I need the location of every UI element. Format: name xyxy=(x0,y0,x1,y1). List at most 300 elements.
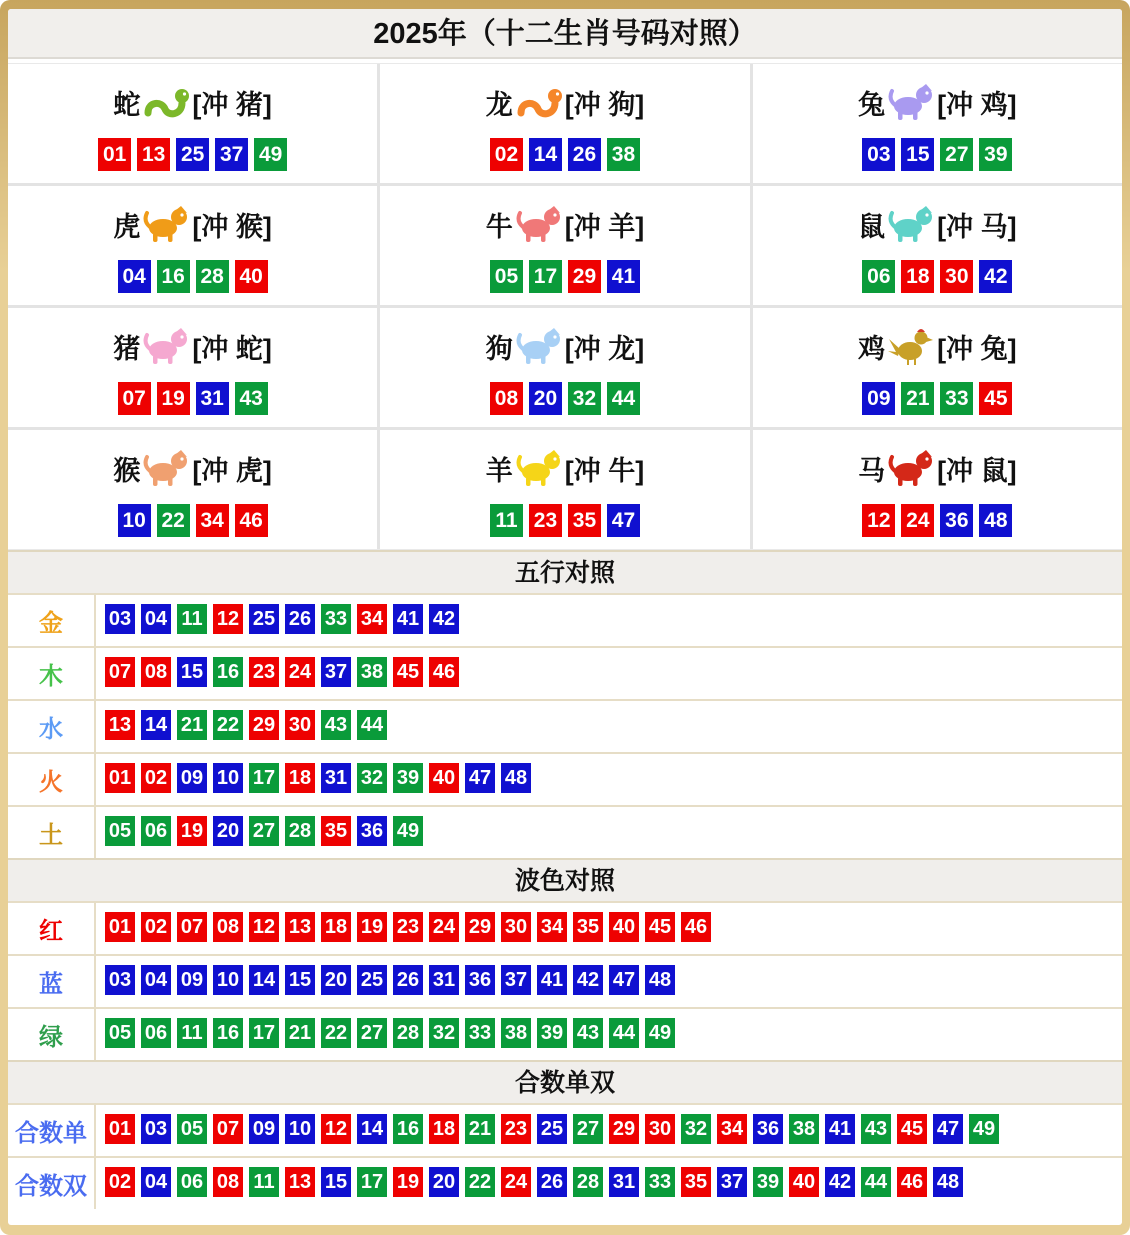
snake-icon xyxy=(142,81,190,123)
number-ball: 34 xyxy=(537,912,567,942)
zodiac-grid xyxy=(8,63,1122,550)
number-ball: 34 xyxy=(196,504,229,537)
number-ball: 23 xyxy=(501,1114,531,1144)
section-row xyxy=(8,901,1122,954)
number-ball: 31 xyxy=(429,965,459,995)
number-ball: 47 xyxy=(465,763,495,793)
number-ball: 33 xyxy=(645,1167,675,1197)
zodiac-name: 鸡 xyxy=(858,333,886,364)
number-ball: 48 xyxy=(645,965,675,995)
number-ball: 37 xyxy=(501,965,531,995)
zodiac-clash: [冲 兔] xyxy=(937,333,1017,364)
number-ball: 28 xyxy=(393,1018,423,1048)
zodiac-numbers xyxy=(8,138,377,171)
number-ball: 47 xyxy=(609,965,639,995)
number-ball: 16 xyxy=(213,657,243,687)
number-ball: 41 xyxy=(607,260,640,293)
number-ball: 19 xyxy=(157,382,190,415)
number-ball: 27 xyxy=(357,1018,387,1048)
number-ball: 16 xyxy=(393,1114,423,1144)
number-ball: 03 xyxy=(862,138,895,171)
number-ball: 15 xyxy=(177,657,207,687)
section-row xyxy=(8,954,1122,1007)
number-ball: 13 xyxy=(285,1167,315,1197)
number-ball: 46 xyxy=(429,657,459,687)
section-row xyxy=(8,1156,1122,1209)
number-ball: 42 xyxy=(825,1167,855,1197)
number-ball: 30 xyxy=(645,1114,675,1144)
content-panel xyxy=(8,9,1122,1225)
number-ball: 24 xyxy=(285,657,315,687)
row-label: 金 xyxy=(8,595,96,646)
number-ball: 04 xyxy=(141,1167,171,1197)
number-ball: 12 xyxy=(213,604,243,634)
zodiac-name: 蛇 xyxy=(113,89,141,120)
number-ball: 37 xyxy=(321,657,351,687)
number-ball: 08 xyxy=(141,657,171,687)
number-ball: 12 xyxy=(862,504,895,537)
number-ball: 09 xyxy=(862,382,895,415)
number-ball: 39 xyxy=(537,1018,567,1048)
number-ball: 07 xyxy=(105,657,135,687)
number-ball: 46 xyxy=(681,912,711,942)
section-row xyxy=(8,752,1122,805)
number-ball: 27 xyxy=(940,138,973,171)
horse-icon xyxy=(887,447,935,489)
zodiac-name: 马 xyxy=(858,455,886,486)
monkey-icon xyxy=(142,447,190,489)
number-ball: 49 xyxy=(645,1018,675,1048)
number-ball: 37 xyxy=(717,1167,747,1197)
number-ball: 26 xyxy=(393,965,423,995)
zodiac-numbers xyxy=(753,504,1122,537)
number-ball: 01 xyxy=(98,138,131,171)
number-ball: 36 xyxy=(940,504,973,537)
sections-container xyxy=(8,550,1122,1209)
zodiac-heading xyxy=(380,74,749,130)
zodiac-numbers xyxy=(380,504,749,537)
row-label: 水 xyxy=(8,701,96,752)
zodiac-cell xyxy=(8,308,377,427)
row-numbers xyxy=(96,702,397,752)
number-ball: 38 xyxy=(607,138,640,171)
number-ball: 05 xyxy=(105,816,135,846)
section-row xyxy=(8,1103,1122,1156)
zodiac-cell xyxy=(380,186,749,305)
goat-icon xyxy=(515,447,563,489)
zodiac-cell xyxy=(8,186,377,305)
number-ball: 02 xyxy=(105,1167,135,1197)
number-ball: 31 xyxy=(196,382,229,415)
number-ball: 05 xyxy=(105,1018,135,1048)
number-ball: 45 xyxy=(645,912,675,942)
zodiac-numbers xyxy=(753,382,1122,415)
number-ball: 40 xyxy=(789,1167,819,1197)
number-ball: 47 xyxy=(933,1114,963,1144)
number-ball: 26 xyxy=(568,138,601,171)
number-ball: 43 xyxy=(861,1114,891,1144)
zodiac-cell xyxy=(8,430,377,549)
number-ball: 21 xyxy=(465,1114,495,1144)
zodiac-name: 龙 xyxy=(485,89,513,120)
zodiac-cell xyxy=(753,430,1122,549)
number-ball: 46 xyxy=(897,1167,927,1197)
number-ball: 10 xyxy=(213,965,243,995)
row-label: 木 xyxy=(8,648,96,699)
number-ball: 38 xyxy=(357,657,387,687)
number-ball: 10 xyxy=(213,763,243,793)
number-ball: 11 xyxy=(177,1018,207,1048)
number-ball: 12 xyxy=(321,1114,351,1144)
number-ball: 36 xyxy=(357,816,387,846)
zodiac-name: 狗 xyxy=(485,333,513,364)
zodiac-numbers xyxy=(753,260,1122,293)
row-numbers xyxy=(96,1159,973,1209)
number-ball: 32 xyxy=(357,763,387,793)
number-ball: 35 xyxy=(681,1167,711,1197)
zodiac-heading xyxy=(380,318,749,374)
rat-icon xyxy=(887,203,935,245)
number-ball: 22 xyxy=(157,504,190,537)
number-ball: 19 xyxy=(393,1167,423,1197)
number-ball: 39 xyxy=(753,1167,783,1197)
zodiac-heading xyxy=(380,196,749,252)
number-ball: 42 xyxy=(979,260,1012,293)
number-ball: 25 xyxy=(357,965,387,995)
section-row xyxy=(8,646,1122,699)
zodiac-heading xyxy=(8,196,377,252)
number-ball: 49 xyxy=(393,816,423,846)
zodiac-heading xyxy=(8,440,377,496)
number-ball: 36 xyxy=(465,965,495,995)
number-ball: 06 xyxy=(141,816,171,846)
number-ball: 18 xyxy=(321,912,351,942)
number-ball: 28 xyxy=(285,816,315,846)
number-ball: 40 xyxy=(235,260,268,293)
row-numbers xyxy=(96,1010,685,1060)
number-ball: 34 xyxy=(357,604,387,634)
number-ball: 06 xyxy=(177,1167,207,1197)
number-ball: 45 xyxy=(393,657,423,687)
number-ball: 44 xyxy=(607,382,640,415)
number-ball: 10 xyxy=(118,504,151,537)
number-ball: 15 xyxy=(285,965,315,995)
number-ball: 34 xyxy=(717,1114,747,1144)
zodiac-clash: [冲 鸡] xyxy=(937,89,1017,120)
zodiac-clash: [冲 马] xyxy=(937,211,1017,242)
number-ball: 23 xyxy=(529,504,562,537)
section-row xyxy=(8,1007,1122,1060)
number-ball: 18 xyxy=(901,260,934,293)
number-ball: 01 xyxy=(105,1114,135,1144)
number-ball: 24 xyxy=(501,1167,531,1197)
number-ball: 35 xyxy=(573,912,603,942)
number-ball: 35 xyxy=(321,816,351,846)
zodiac-clash: [冲 鼠] xyxy=(937,455,1017,486)
zodiac-clash: [冲 龙] xyxy=(564,333,645,364)
section-header: 五行对照 xyxy=(8,550,1122,593)
number-ball: 38 xyxy=(789,1114,819,1144)
number-ball: 09 xyxy=(177,965,207,995)
number-ball: 02 xyxy=(490,138,523,171)
number-ball: 39 xyxy=(979,138,1012,171)
number-ball: 03 xyxy=(105,965,135,995)
number-ball: 18 xyxy=(285,763,315,793)
zodiac-cell xyxy=(753,308,1122,427)
number-ball: 02 xyxy=(141,912,171,942)
number-ball: 14 xyxy=(141,710,171,740)
number-ball: 35 xyxy=(568,504,601,537)
number-ball: 13 xyxy=(105,710,135,740)
row-numbers xyxy=(96,755,541,805)
number-ball: 30 xyxy=(285,710,315,740)
zodiac-heading xyxy=(8,74,377,130)
zodiac-numbers xyxy=(753,138,1122,171)
number-ball: 12 xyxy=(249,912,279,942)
number-ball: 04 xyxy=(118,260,151,293)
number-ball: 44 xyxy=(861,1167,891,1197)
number-ball: 06 xyxy=(862,260,895,293)
zodiac-clash: [冲 虎] xyxy=(192,455,272,486)
number-ball: 32 xyxy=(681,1114,711,1144)
number-ball: 40 xyxy=(609,912,639,942)
number-ball: 47 xyxy=(607,504,640,537)
number-ball: 32 xyxy=(429,1018,459,1048)
number-ball: 19 xyxy=(177,816,207,846)
number-ball: 26 xyxy=(537,1167,567,1197)
number-ball: 44 xyxy=(357,710,387,740)
number-ball: 49 xyxy=(254,138,287,171)
number-ball: 17 xyxy=(529,260,562,293)
number-ball: 21 xyxy=(901,382,934,415)
number-ball: 20 xyxy=(321,965,351,995)
row-label: 绿 xyxy=(8,1009,96,1060)
section-row xyxy=(8,805,1122,858)
number-ball: 29 xyxy=(249,710,279,740)
zodiac-heading xyxy=(753,196,1122,252)
zodiac-name: 猴 xyxy=(113,455,141,486)
number-ball: 25 xyxy=(537,1114,567,1144)
row-numbers xyxy=(96,1106,1009,1156)
number-ball: 02 xyxy=(141,763,171,793)
number-ball: 44 xyxy=(609,1018,639,1048)
section-header: 合数单双 xyxy=(8,1060,1122,1103)
dog-icon xyxy=(515,325,563,367)
row-label: 蓝 xyxy=(8,956,96,1007)
number-ball: 33 xyxy=(321,604,351,634)
number-ball: 28 xyxy=(196,260,229,293)
number-ball: 30 xyxy=(501,912,531,942)
row-label: 红 xyxy=(8,903,96,954)
number-ball: 27 xyxy=(573,1114,603,1144)
pig-icon xyxy=(142,325,190,367)
number-ball: 31 xyxy=(321,763,351,793)
number-ball: 11 xyxy=(177,604,207,634)
number-ball: 09 xyxy=(249,1114,279,1144)
zodiac-cell xyxy=(753,186,1122,305)
number-ball: 49 xyxy=(969,1114,999,1144)
number-ball: 20 xyxy=(213,816,243,846)
number-ball: 41 xyxy=(825,1114,855,1144)
row-numbers xyxy=(96,904,721,954)
number-ball: 01 xyxy=(105,763,135,793)
number-ball: 33 xyxy=(465,1018,495,1048)
number-ball: 15 xyxy=(901,138,934,171)
number-ball: 09 xyxy=(177,763,207,793)
number-ball: 33 xyxy=(940,382,973,415)
number-ball: 17 xyxy=(249,763,279,793)
number-ball: 38 xyxy=(501,1018,531,1048)
number-ball: 37 xyxy=(215,138,248,171)
number-ball: 29 xyxy=(568,260,601,293)
number-ball: 08 xyxy=(490,382,523,415)
number-ball: 08 xyxy=(213,912,243,942)
number-ball: 43 xyxy=(573,1018,603,1048)
zodiac-clash: [冲 狗] xyxy=(564,89,645,120)
number-ball: 11 xyxy=(490,504,523,537)
number-ball: 21 xyxy=(285,1018,315,1048)
number-ball: 22 xyxy=(465,1167,495,1197)
number-ball: 30 xyxy=(940,260,973,293)
page-title: 2025年（十二生肖号码对照） xyxy=(8,9,1122,59)
zodiac-clash: [冲 猴] xyxy=(192,211,272,242)
zodiac-heading xyxy=(380,440,749,496)
number-ball: 04 xyxy=(141,604,171,634)
number-ball: 04 xyxy=(141,965,171,995)
number-ball: 46 xyxy=(235,504,268,537)
row-label: 土 xyxy=(8,807,96,858)
number-ball: 48 xyxy=(501,763,531,793)
zodiac-name: 牛 xyxy=(485,211,513,242)
zodiac-numbers xyxy=(380,260,749,293)
number-ball: 07 xyxy=(177,912,207,942)
number-ball: 28 xyxy=(573,1167,603,1197)
number-ball: 17 xyxy=(249,1018,279,1048)
number-ball: 48 xyxy=(933,1167,963,1197)
number-ball: 03 xyxy=(105,604,135,634)
number-ball: 20 xyxy=(529,382,562,415)
number-ball: 17 xyxy=(357,1167,387,1197)
number-ball: 29 xyxy=(609,1114,639,1144)
row-label: 合数单 xyxy=(8,1105,96,1156)
number-ball: 13 xyxy=(137,138,170,171)
number-ball: 27 xyxy=(249,816,279,846)
number-ball: 29 xyxy=(465,912,495,942)
number-ball: 05 xyxy=(177,1114,207,1144)
number-ball: 16 xyxy=(157,260,190,293)
number-ball: 40 xyxy=(429,763,459,793)
number-ball: 08 xyxy=(213,1167,243,1197)
number-ball: 16 xyxy=(213,1018,243,1048)
number-ball: 21 xyxy=(177,710,207,740)
row-label: 火 xyxy=(8,754,96,805)
number-ball: 42 xyxy=(429,604,459,634)
number-ball: 31 xyxy=(609,1167,639,1197)
number-ball: 45 xyxy=(897,1114,927,1144)
number-ball: 14 xyxy=(529,138,562,171)
zodiac-numbers xyxy=(8,504,377,537)
number-ball: 36 xyxy=(753,1114,783,1144)
zodiac-name: 兔 xyxy=(858,89,886,120)
zodiac-clash: [冲 蛇] xyxy=(192,333,272,364)
zodiac-numbers xyxy=(8,260,377,293)
number-ball: 32 xyxy=(568,382,601,415)
zodiac-cell xyxy=(380,64,749,183)
number-ball: 11 xyxy=(249,1167,279,1197)
zodiac-cell xyxy=(753,64,1122,183)
number-ball: 06 xyxy=(141,1018,171,1048)
zodiac-heading xyxy=(753,440,1122,496)
dragon-icon xyxy=(515,81,563,123)
rabbit-icon xyxy=(887,81,935,123)
number-ball: 23 xyxy=(249,657,279,687)
zodiac-clash: [冲 羊] xyxy=(564,211,645,242)
zodiac-clash: [冲 牛] xyxy=(564,455,645,486)
tiger-icon xyxy=(142,203,190,245)
number-ball: 41 xyxy=(537,965,567,995)
zodiac-heading xyxy=(753,74,1122,130)
number-ball: 26 xyxy=(285,604,315,634)
number-ball: 22 xyxy=(321,1018,351,1048)
zodiac-cell xyxy=(380,430,749,549)
row-numbers xyxy=(96,649,469,699)
zodiac-numbers xyxy=(380,382,749,415)
number-ball: 01 xyxy=(105,912,135,942)
number-ball: 24 xyxy=(429,912,459,942)
number-ball: 42 xyxy=(573,965,603,995)
number-ball: 23 xyxy=(393,912,423,942)
number-ball: 24 xyxy=(901,504,934,537)
zodiac-name: 羊 xyxy=(485,455,513,486)
number-ball: 07 xyxy=(213,1114,243,1144)
number-ball: 39 xyxy=(393,763,423,793)
number-ball: 07 xyxy=(118,382,151,415)
row-label: 合数双 xyxy=(8,1158,96,1209)
rooster-icon xyxy=(887,325,935,367)
zodiac-heading xyxy=(753,318,1122,374)
row-numbers xyxy=(96,957,685,1007)
section-row xyxy=(8,593,1122,646)
number-ball: 05 xyxy=(490,260,523,293)
section-header: 波色对照 xyxy=(8,858,1122,901)
number-ball: 19 xyxy=(357,912,387,942)
number-ball: 10 xyxy=(285,1114,315,1144)
row-numbers xyxy=(96,596,469,646)
number-ball: 14 xyxy=(249,965,279,995)
number-ball: 45 xyxy=(979,382,1012,415)
zodiac-name: 虎 xyxy=(113,211,141,242)
zodiac-numbers xyxy=(380,138,749,171)
zodiac-name: 鼠 xyxy=(858,211,886,242)
number-ball: 25 xyxy=(249,604,279,634)
section-row xyxy=(8,699,1122,752)
number-ball: 43 xyxy=(235,382,268,415)
number-ball: 14 xyxy=(357,1114,387,1144)
zodiac-clash: [冲 猪] xyxy=(192,89,272,120)
zodiac-cell xyxy=(380,308,749,427)
number-ball: 03 xyxy=(141,1114,171,1144)
zodiac-heading xyxy=(8,318,377,374)
number-ball: 18 xyxy=(429,1114,459,1144)
number-ball: 22 xyxy=(213,710,243,740)
number-ball: 20 xyxy=(429,1167,459,1197)
zodiac-cell xyxy=(8,64,377,183)
zodiac-name: 猪 xyxy=(113,333,141,364)
zodiac-numbers xyxy=(8,382,377,415)
number-ball: 41 xyxy=(393,604,423,634)
number-ball: 43 xyxy=(321,710,351,740)
number-ball: 48 xyxy=(979,504,1012,537)
